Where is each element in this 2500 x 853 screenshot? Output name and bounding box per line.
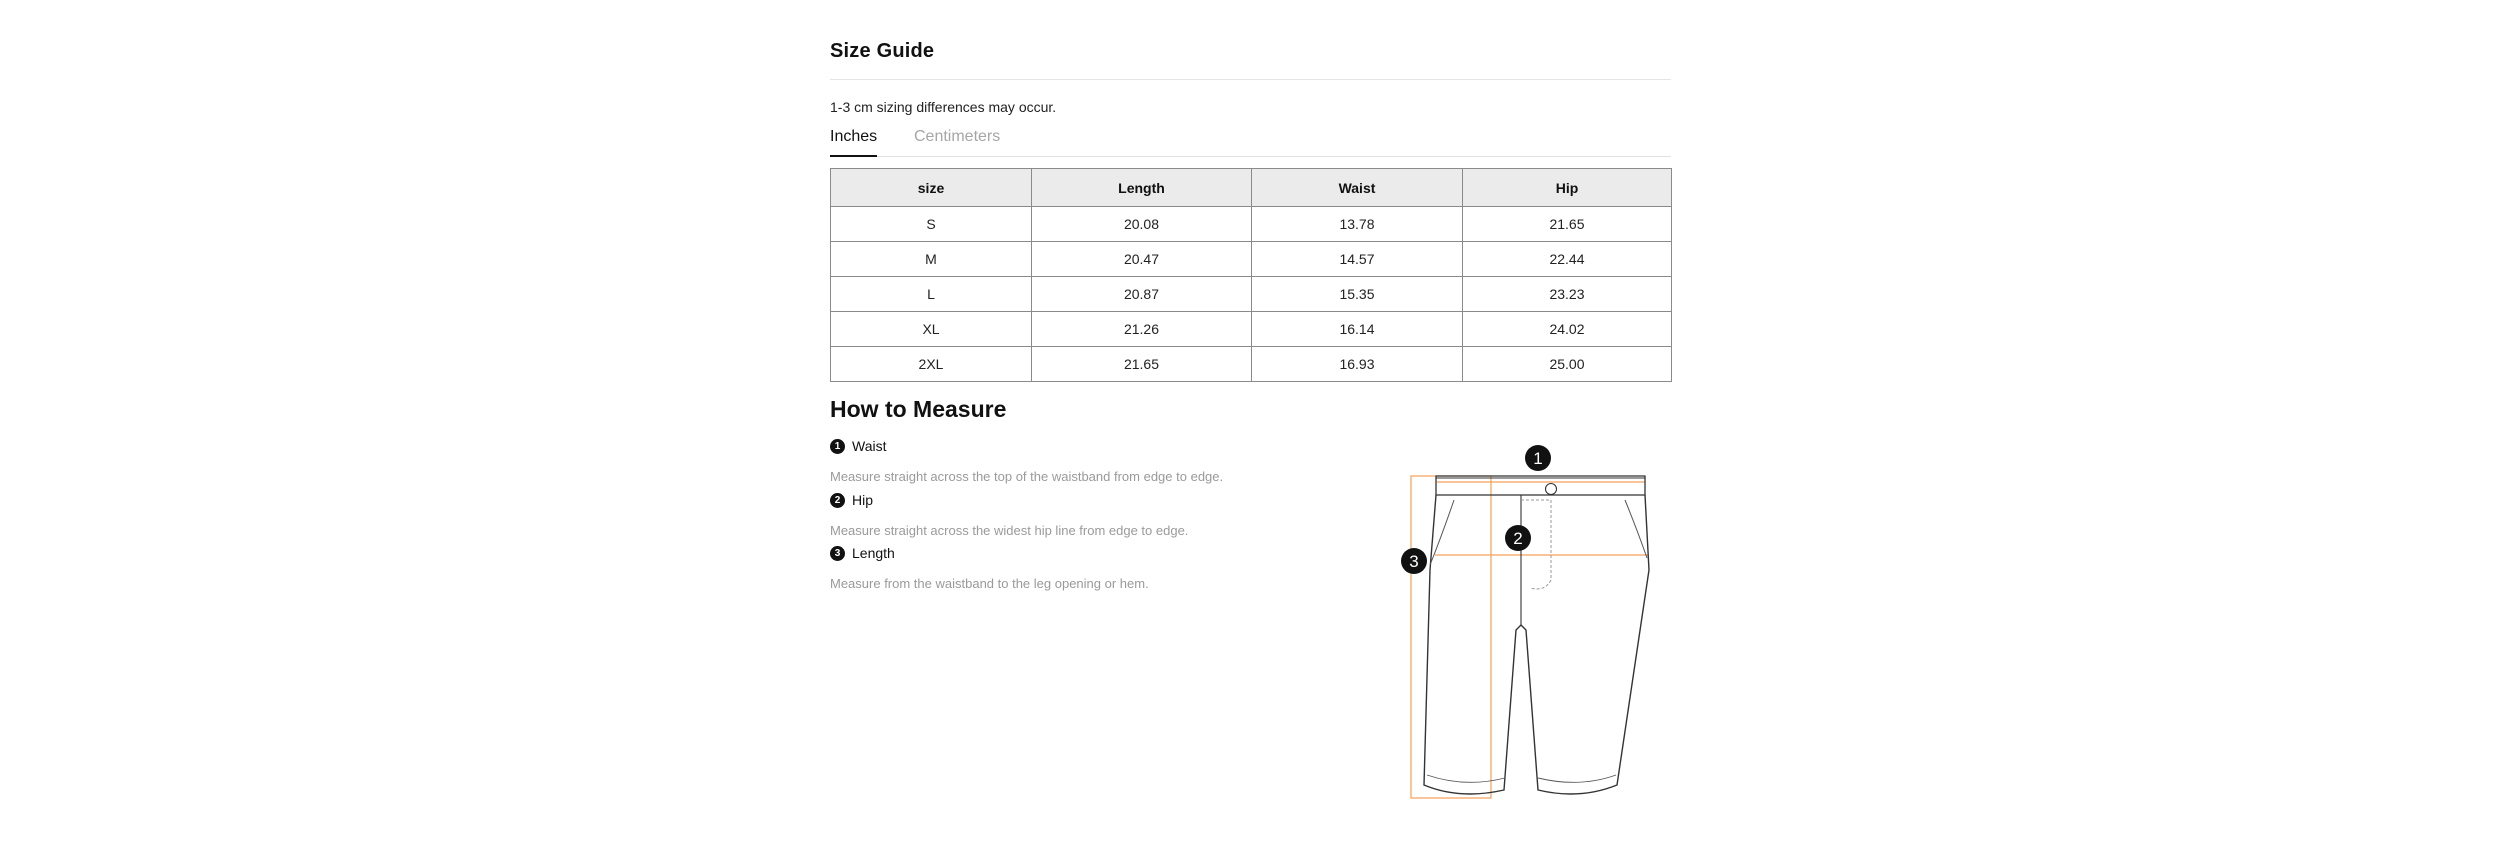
waistband-outline [1436,476,1645,495]
measure-item-waist [830,438,1390,484]
svg-text:2: 2 [1513,529,1523,548]
table-row [831,277,1672,312]
marker-3 [1401,548,1427,574]
number-badge-3: 3 [830,546,845,561]
sizing-note: 1-3 cm sizing differences may occur. [830,99,1057,115]
cell-size: 2XL [831,347,1032,382]
cell-waist: 13.78 [1252,207,1463,242]
right-pocket [1625,500,1647,558]
column-header-size: size [831,169,1032,207]
measure-description: Measure straight across the top of the waistband from edge to edge. [830,469,1224,484]
column-header-waist: Waist [1252,169,1463,207]
table-row [831,207,1672,242]
table-row [831,347,1672,382]
cell-length: 20.87 [1032,277,1252,312]
how-to-measure-title: How to Measure [830,396,1007,422]
column-header-length: Length [1032,169,1252,207]
unit-tabs [830,127,1671,157]
shorts-outline [1424,495,1649,794]
right-hem [1538,775,1616,782]
cell-hip: 22.44 [1463,242,1672,277]
number-badge-1: 1 [830,439,845,454]
measure-item-length [830,545,1390,591]
measure-item-hip [830,492,1390,538]
table-row [831,312,1672,347]
shorts-measurement-diagram [1390,440,1670,805]
svg-text:3: 3 [1409,552,1419,571]
cell-size: XL [831,312,1032,347]
cell-waist: 16.14 [1252,312,1463,347]
left-hem [1427,775,1505,782]
cell-hip: 23.23 [1463,277,1672,312]
divider [830,79,1671,80]
size-table [830,168,1672,382]
table-header-row [831,169,1672,207]
cell-length: 21.26 [1032,312,1252,347]
cell-length: 20.47 [1032,242,1252,277]
tab-centimeters[interactable]: Centimeters [914,128,1001,145]
column-header-hip: Hip [1463,169,1672,207]
size-guide-panel [830,0,1671,853]
marker-2 [1505,525,1531,551]
measure-name: Hip [852,492,874,508]
cell-size: S [831,207,1032,242]
cell-length: 21.65 [1032,347,1252,382]
cell-size: M [831,242,1032,277]
marker-1 [1525,445,1551,471]
table-row [831,242,1672,277]
measure-description: Measure from the waistband to the leg opening or hem. [830,576,1149,591]
cell-waist: 16.93 [1252,347,1463,382]
cell-size: L [831,277,1032,312]
button-icon [1546,484,1557,495]
measure-name: Waist [852,438,887,454]
cell-waist: 15.35 [1252,277,1463,312]
cell-waist: 14.57 [1252,242,1463,277]
number-badge-2: 2 [830,493,845,508]
length-guide [1411,476,1491,798]
tab-inches[interactable]: Inches [830,127,877,157]
measure-description: Measure straight across the widest hip line from edge to edge. [830,523,1189,538]
measure-name: Length [852,545,895,561]
cell-hip: 24.02 [1463,312,1672,347]
cell-hip: 25.00 [1463,347,1672,382]
svg-text:1: 1 [1533,449,1543,468]
shorts-illustration [1390,440,1670,805]
page-title: Size Guide [830,40,935,62]
cell-length: 20.08 [1032,207,1252,242]
cell-hip: 21.65 [1463,207,1672,242]
